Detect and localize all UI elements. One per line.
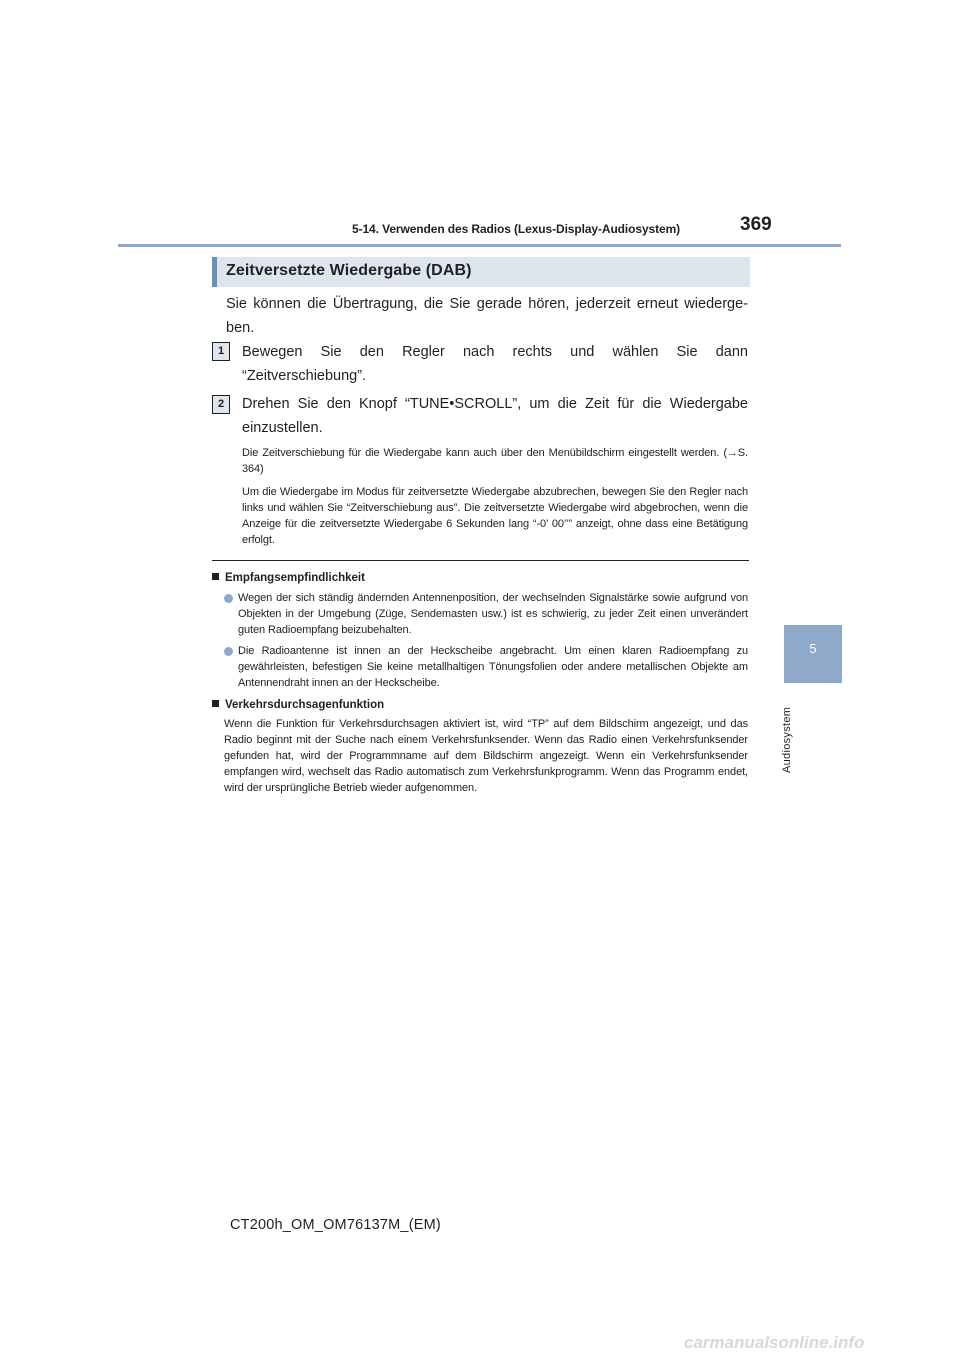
header-rule	[118, 244, 841, 247]
square-bullet-icon	[212, 573, 219, 580]
info-heading-verkehr	[212, 699, 384, 711]
list-item-text: Die Radioantenne ist innen an der Heckscheibe angebracht. Um einen klaren Radioempfang zu gewährleisten, befestigen Sie keine metallhaltigen Tönungsfolien oder andere metallischen Objekte am Antennendraht innen an der Heckscheibe.	[238, 645, 748, 689]
chapter-tab-number: 5	[809, 641, 817, 656]
document-code: CT200h_OM_OM76137M_(EM)	[230, 1217, 441, 1233]
info-heading-text: Verkehrsdurchsagenfunktion	[225, 699, 385, 711]
step-number-badge: 1	[212, 342, 230, 361]
list-item	[224, 590, 748, 640]
info-heading-empfang	[212, 572, 365, 584]
list-item	[224, 643, 748, 693]
step-note: Um die Wiedergabe im Modus für zeitversetzte Wiedergabe abzubrechen, bewegen Sie den Regler nach links und wählen Sie “Zeitverschiebung aus”. Die zeitversetzte Wiedergabe wird abgebrochen, wenn die Anzeige für die zeitversetzte Wiedergabe 6 Sekunden lang “-0’ 00’’” anzeigt, ohne dass eine Betätigung erfolgt.	[242, 486, 748, 546]
page-number: 369	[740, 214, 772, 235]
watermark: carmanualsonline.info	[684, 1333, 865, 1352]
chapter-tab-label	[781, 693, 799, 773]
section-divider	[212, 560, 749, 561]
step-number-badge: 2	[212, 395, 230, 414]
running-header-title: 5-14. Verwenden des Radios (Lexus-Display-Audiosystem)	[352, 222, 681, 236]
chapter-tab-label-text: Audiosystem	[781, 706, 793, 773]
info-heading-text: Empfangsempfindlichkeit	[225, 572, 365, 584]
round-bullet-icon	[224, 647, 233, 656]
section-heading-marker	[212, 257, 217, 287]
section-title: Zeitversetzte Wiedergabe (DAB)	[226, 262, 472, 279]
list-item-text: Wegen der sich ständig ändernden Antennenposition, der wechselnden Signalstärke sowie aufgrund von Objekten in der Umgebung (Züge, Sendemasten usw.) ist es schwierig, zu jeder Zeit einen unverändert guten Radioempfang beizubehalten.	[238, 592, 748, 636]
square-bullet-icon	[212, 700, 219, 707]
step-note: Die Zeitverschiebung für die Wiedergabe kann auch über den Menübildschirm eingestellt werden. (→S. 364)	[242, 447, 748, 475]
step-text: Bewegen Sie den Regler nach rechts und wählen Sie dann “Zeitverschiebung”.	[242, 344, 748, 384]
info-paragraph: Wenn die Funktion für Verkehrsdurchsagen aktiviert ist, wird “TP” auf dem Bildschirm angezeigt, und das Radio beginnt mit der Suche nach einem Verkehrsfunksender. Wenn das Radio einen Verkehrsfunksender gefunden hat, wird der Programmname auf dem Bildschirm angezeigt. Wenn ein Verkehrsfunksender empfangen wird, wechselt das Radio automatisch zum Verkehrsfunkprogramm. Wenn das Programm endet, wird der ursprüngliche Betrieb wieder aufgenommen.	[224, 718, 748, 794]
round-bullet-icon	[224, 594, 233, 603]
step-text: Drehen Sie den Knopf “TUNE•SCROLL”, um die Zeit für die Wiedergabe einzustellen.	[242, 396, 748, 436]
section-intro: Sie können die Übertragung, die Sie gerade hören, jederzeit erneut wiedergeben.	[226, 296, 748, 336]
